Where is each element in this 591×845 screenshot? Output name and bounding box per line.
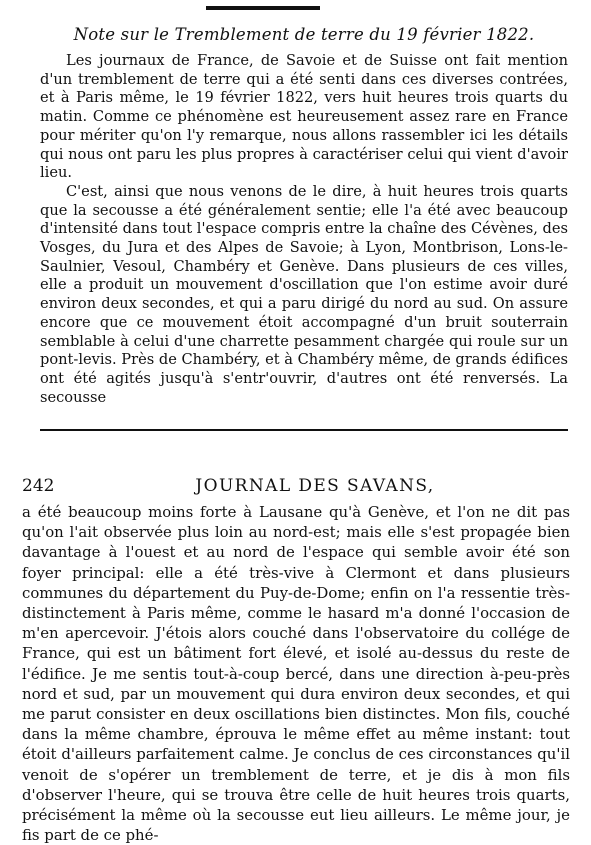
running-title: JOURNAL DES SAVANS,	[195, 476, 435, 496]
page-number: 242	[22, 476, 55, 496]
note-paragraph-1: Les journaux de France, de Savoie et de Suisse ont fait mention d'un tremblement de terre qui a été senti dans ces diverses contrées, et à Paris même, le 19 février 1822, vers huit heures trois quarts du matin. Comme ce phénomène est heureusement assez rare en France pour mériter qu'on l'y remarque, nous allons rassembler ici les détails qui nous ont paru les plus propres à caractériser celui qui vient d'avoir lieu.	[40, 52, 568, 182]
main-body	[22, 502, 570, 845]
main-paragraph: a été beaucoup moins forte à Lausane qu'à Genève, et l'on ne dit pas qu'on l'ait observée plus loin au nord-est; mais elle s'est propagée bien davantage à l'ouest et au nord de l'espace qui semble avoir été son foyer principal: elle a été très-vive à Clermont et dans plusieurs communes du département du Puy-de-Dome; enfin on l'a ressentie très-distinctement à Paris même, comme le hasard m'a donné l'occasion de m'en apercevoir. J'étois alors couché dans l'observatoire du collége de France, qui est un bâtiment fort élevé, et isolé au-dessus du reste de l'édifice. Je me sentis tout-à-coup bercé, dans une direction à-peu-près nord et sud, par un mouvement qui dura environ deux secondes, et qui me parut consister en deux oscillations bien distinctes. Mon fils, couché dans la même chambre, éprouva le même effet au même instant: tout étoit d'ailleurs parfaitement calme. Je conclus de ces circonstances qu'il venoit de s'opérer un tremblement de terre, et je dis à mon fils d'observer l'heure, qui se trouva être celle de huit heures trois quarts, précisément la même où la secousse eut lieu ailleurs. Le même jour, je fis part de ce phé-	[22, 503, 570, 845]
top-rule	[206, 6, 320, 10]
note-body	[40, 52, 568, 407]
section-divider	[40, 429, 568, 431]
note-title: Note sur le Tremblement de terre du 19 février 1822.	[73, 25, 535, 44]
note-paragraph-2: C'est, ainsi que nous venons de le dire, à huit heures trois quarts que la secousse a été généralement sentie; elle l'a été avec beaucoup d'intensité dans tout l'espace compris entre la chaîne des Cévènes, des Vosges, du Jura et des Alpes de Savoie; à Lyon, Montbrison, Lons-le-Saulnier, Vesoul, Chambéry et Genève. Dans plusieurs de ces villes, elle a produit un mouvement d'oscillation que l'on estime avoir duré environ deux secondes, et qui a paru dirigé du nord au sud. On assure encore que ce mouvement étoit accompagné d'un bruit souterrain semblable à celui d'une charrette pesamment chargée qui roule sur un pont-levis. Près de Chambéry, et à Chambéry même, de grands édifices ont été agités jusqu'à s'entr'ouvrir, d'autres ont été renversés. La secousse	[40, 182, 568, 406]
